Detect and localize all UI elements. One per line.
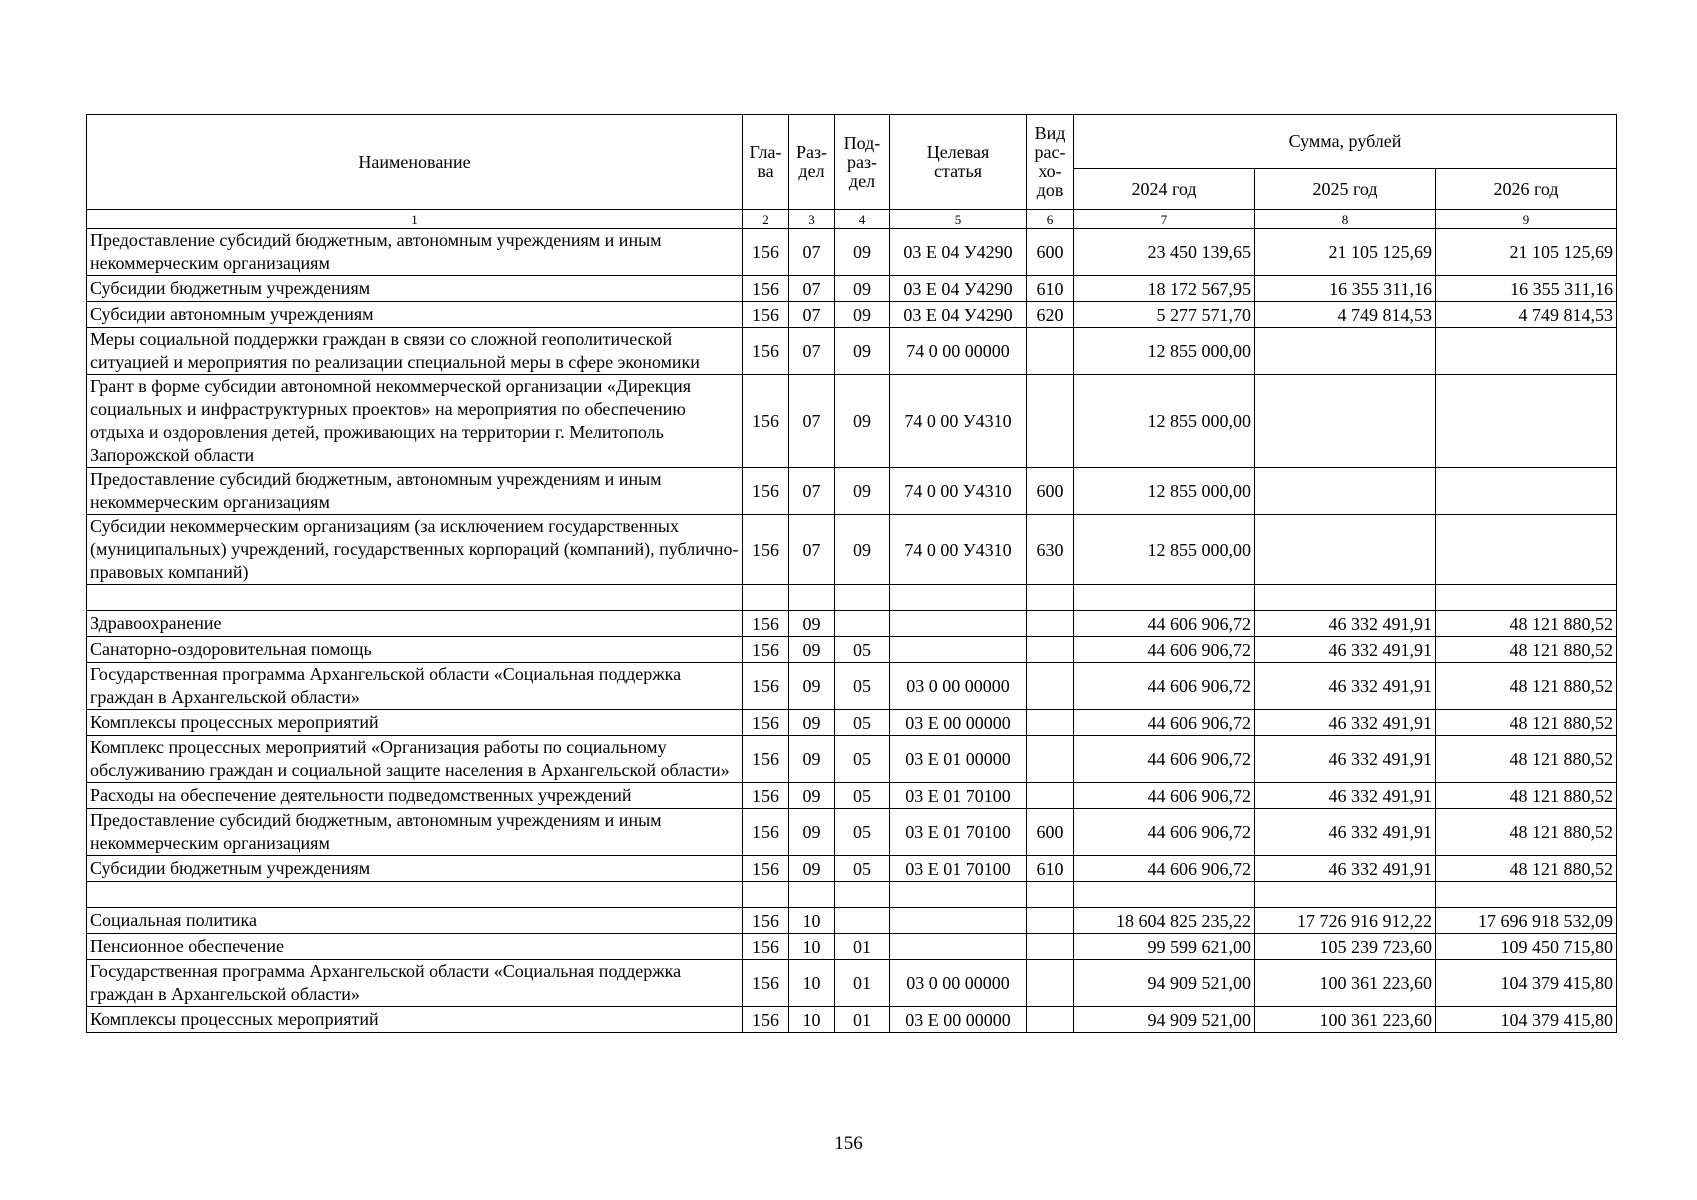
table-row [87,736,1617,783]
cell-sum-2026: 48 121 880,52 [1436,637,1617,663]
header-2025: 2025 год [1255,169,1436,210]
cell-name: Субсидии бюджетным учреждениям [87,276,743,302]
cell-celevaya: 03 0 00 00000 [890,960,1027,1007]
cell-sum-2025: 46 332 491,91 [1255,783,1436,809]
cell-razdel [789,882,835,908]
cell-razdel: 07 [789,328,835,375]
cell-sum-2026: 48 121 880,52 [1436,736,1617,783]
table-row [87,1007,1617,1033]
cell-sum-2024: 44 606 906,72 [1074,809,1255,856]
table-row [87,611,1617,637]
cell-glava: 156 [743,302,789,328]
cell-sum-2024: 12 855 000,00 [1074,375,1255,468]
cell-glava: 156 [743,856,789,882]
cell-razdel [789,585,835,611]
table-row [87,302,1617,328]
column-number: 4 [835,210,890,229]
cell-podrazdel: 09 [835,328,890,375]
cell-sum-2026: 48 121 880,52 [1436,783,1617,809]
cell-podrazdel: 09 [835,515,890,585]
cell-podrazdel: 01 [835,960,890,1007]
cell-celevaya: 03 Е 01 70100 [890,783,1027,809]
cell-name: Государственная программа Архангельской области «Социальная поддержка граждан в Архангельской области» [87,960,743,1007]
cell-sum-2025: 21 105 125,69 [1255,229,1436,276]
cell-celevaya: 74 0 00 У4310 [890,468,1027,515]
cell-podrazdel: 09 [835,229,890,276]
cell-vid [1027,908,1074,934]
cell-sum-2026: 48 121 880,52 [1436,809,1617,856]
cell-celevaya: 03 Е 01 70100 [890,809,1027,856]
cell-sum-2024 [1074,585,1255,611]
cell-sum-2026: 4 749 814,53 [1436,302,1617,328]
cell-vid: 630 [1027,515,1074,585]
cell-glava: 156 [743,276,789,302]
cell-razdel: 07 [789,276,835,302]
table-row [87,960,1617,1007]
cell-sum-2024: 44 606 906,72 [1074,611,1255,637]
cell-sum-2024: 44 606 906,72 [1074,783,1255,809]
cell-razdel: 07 [789,515,835,585]
cell-celevaya [890,908,1027,934]
cell-podrazdel [835,908,890,934]
cell-celevaya [890,934,1027,960]
cell-name: Пенсионное обеспечение [87,934,743,960]
cell-sum-2024: 12 855 000,00 [1074,515,1255,585]
cell-podrazdel: 05 [835,710,890,736]
cell-name: Грант в форме субсидии автономной некоммерческой организации «Дирекция социальных и инфраструктурных проектов» на мероприятия по обеспечению отдыха и оздоровления детей, проживающих на территории г. Мелитополь Запорожской области [87,375,743,468]
cell-vid: 620 [1027,302,1074,328]
cell-sum-2025: 4 749 814,53 [1255,302,1436,328]
cell-sum-2024: 44 606 906,72 [1074,663,1255,710]
cell-razdel: 10 [789,908,835,934]
cell-podrazdel: 09 [835,302,890,328]
table-row [87,585,1617,611]
cell-celevaya: 03 Е 00 00000 [890,1007,1027,1033]
column-number: 3 [789,210,835,229]
cell-vid [1027,585,1074,611]
cell-sum-2024: 94 909 521,00 [1074,1007,1255,1033]
cell-name [87,882,743,908]
cell-name: Социальная политика [87,908,743,934]
header-row-1 [87,115,1617,169]
cell-vid [1027,736,1074,783]
table-row [87,328,1617,375]
cell-sum-2026 [1436,375,1617,468]
cell-sum-2025: 46 332 491,91 [1255,736,1436,783]
cell-vid [1027,637,1074,663]
cell-celevaya: 03 0 00 00000 [890,663,1027,710]
cell-sum-2025: 46 332 491,91 [1255,611,1436,637]
cell-sum-2026: 16 355 311,16 [1436,276,1617,302]
cell-glava: 156 [743,783,789,809]
cell-sum-2026 [1436,328,1617,375]
cell-podrazdel: 09 [835,375,890,468]
cell-glava: 156 [743,515,789,585]
cell-vid [1027,783,1074,809]
cell-razdel: 09 [789,611,835,637]
cell-sum-2024: 18 604 825 235,22 [1074,908,1255,934]
cell-sum-2026 [1436,882,1617,908]
cell-glava [743,882,789,908]
cell-vid [1027,611,1074,637]
cell-celevaya: 03 Е 04 У4290 [890,229,1027,276]
cell-celevaya: 74 0 00 У4310 [890,375,1027,468]
header-celevaya: Целевая статья [890,115,1027,210]
cell-vid [1027,710,1074,736]
cell-razdel: 09 [789,663,835,710]
cell-glava: 156 [743,1007,789,1033]
cell-celevaya [890,882,1027,908]
cell-razdel: 07 [789,375,835,468]
cell-podrazdel: 05 [835,663,890,710]
cell-podrazdel [835,882,890,908]
cell-podrazdel: 05 [835,809,890,856]
header-razdel: Раз- дел [789,115,835,210]
column-number: 5 [890,210,1027,229]
cell-sum-2026: 21 105 125,69 [1436,229,1617,276]
cell-celevaya: 03 Е 04 У4290 [890,302,1027,328]
cell-glava: 156 [743,710,789,736]
cell-razdel: 09 [789,809,835,856]
cell-glava: 156 [743,375,789,468]
cell-podrazdel: 01 [835,934,890,960]
column-number-row [87,210,1617,229]
cell-sum-2025: 100 361 223,60 [1255,960,1436,1007]
column-number: 2 [743,210,789,229]
cell-name: Предоставление субсидий бюджетным, автономным учреждениям и иным некоммерческим организациям [87,809,743,856]
cell-razdel: 07 [789,468,835,515]
cell-sum-2026: 109 450 715,80 [1436,934,1617,960]
cell-sum-2024: 44 606 906,72 [1074,856,1255,882]
cell-glava: 156 [743,328,789,375]
budget-table-container [86,114,1616,1033]
header-podrazdel: Под- раз- дел [835,115,890,210]
cell-vid [1027,1007,1074,1033]
cell-vid: 610 [1027,856,1074,882]
cell-sum-2025 [1255,375,1436,468]
cell-razdel: 09 [789,783,835,809]
header-vid: Вид рас- хо- дов [1027,115,1074,210]
header-glava: Гла- ва [743,115,789,210]
column-number: 1 [87,210,743,229]
cell-sum-2026: 17 696 918 532,09 [1436,908,1617,934]
table-row [87,710,1617,736]
budget-table [86,114,1617,1033]
cell-razdel: 10 [789,1007,835,1033]
cell-sum-2025 [1255,882,1436,908]
cell-sum-2024: 12 855 000,00 [1074,468,1255,515]
cell-glava: 156 [743,637,789,663]
cell-sum-2024: 5 277 571,70 [1074,302,1255,328]
header-name: Наименование [87,115,743,210]
cell-sum-2026: 48 121 880,52 [1436,611,1617,637]
cell-sum-2025 [1255,328,1436,375]
column-number: 6 [1027,210,1074,229]
cell-name: Комплекс процессных мероприятий «Организация работы по социальному обслуживанию граждан и социальной защите населения в Архангельской области» [87,736,743,783]
cell-celevaya [890,585,1027,611]
cell-sum-2026 [1436,585,1617,611]
table-row [87,375,1617,468]
cell-podrazdel: 05 [835,856,890,882]
cell-celevaya [890,637,1027,663]
table-row [87,882,1617,908]
cell-name: Предоставление субсидий бюджетным, автономным учреждениям и иным некоммерческим организациям [87,229,743,276]
cell-sum-2025: 17 726 916 912,22 [1255,908,1436,934]
table-row [87,809,1617,856]
cell-celevaya [890,611,1027,637]
cell-sum-2025: 46 332 491,91 [1255,809,1436,856]
cell-sum-2026 [1436,468,1617,515]
cell-podrazdel: 05 [835,637,890,663]
cell-podrazdel: 05 [835,783,890,809]
cell-vid [1027,934,1074,960]
table-row [87,663,1617,710]
cell-celevaya: 03 Е 01 00000 [890,736,1027,783]
column-number: 8 [1255,210,1436,229]
cell-name: Расходы на обеспечение деятельности подведомственных учреждений [87,783,743,809]
cell-sum-2025: 100 361 223,60 [1255,1007,1436,1033]
cell-sum-2024: 12 855 000,00 [1074,328,1255,375]
header-2024: 2024 год [1074,169,1255,210]
cell-sum-2025: 105 239 723,60 [1255,934,1436,960]
cell-razdel: 09 [789,736,835,783]
cell-glava: 156 [743,960,789,1007]
cell-glava: 156 [743,809,789,856]
cell-podrazdel [835,611,890,637]
cell-podrazdel: 09 [835,276,890,302]
cell-podrazdel: 09 [835,468,890,515]
cell-celevaya: 74 0 00 00000 [890,328,1027,375]
cell-glava: 156 [743,908,789,934]
cell-vid [1027,328,1074,375]
cell-name: Субсидии автономным учреждениям [87,302,743,328]
cell-vid [1027,663,1074,710]
table-row [87,276,1617,302]
cell-sum-2025 [1255,585,1436,611]
cell-sum-2025 [1255,515,1436,585]
cell-sum-2026: 48 121 880,52 [1436,663,1617,710]
cell-sum-2025: 46 332 491,91 [1255,663,1436,710]
cell-vid [1027,882,1074,908]
cell-razdel: 09 [789,637,835,663]
column-number: 9 [1436,210,1617,229]
cell-sum-2025: 16 355 311,16 [1255,276,1436,302]
cell-celevaya: 74 0 00 У4310 [890,515,1027,585]
cell-sum-2024: 44 606 906,72 [1074,710,1255,736]
cell-sum-2026: 104 379 415,80 [1436,1007,1617,1033]
cell-sum-2026: 48 121 880,52 [1436,710,1617,736]
cell-sum-2025: 46 332 491,91 [1255,856,1436,882]
cell-name: Государственная программа Архангельской области «Социальная поддержка граждан в Архангельской области» [87,663,743,710]
cell-sum-2024: 18 172 567,95 [1074,276,1255,302]
cell-name: Субсидии бюджетным учреждениям [87,856,743,882]
cell-sum-2026 [1436,515,1617,585]
cell-glava: 156 [743,934,789,960]
cell-glava: 156 [743,468,789,515]
cell-glava [743,585,789,611]
cell-celevaya: 03 Е 04 У4290 [890,276,1027,302]
cell-razdel: 10 [789,934,835,960]
cell-sum-2024: 44 606 906,72 [1074,736,1255,783]
cell-name: Санаторно-оздоровительная помощь [87,637,743,663]
cell-name: Комплексы процессных мероприятий [87,1007,743,1033]
cell-celevaya: 03 Е 01 70100 [890,856,1027,882]
table-row [87,908,1617,934]
cell-podrazdel [835,585,890,611]
cell-razdel: 09 [789,710,835,736]
column-number: 7 [1074,210,1255,229]
table-row [87,468,1617,515]
cell-razdel: 07 [789,229,835,276]
cell-vid: 600 [1027,809,1074,856]
header-2026: 2026 год [1436,169,1617,210]
cell-name: Здравоохранение [87,611,743,637]
cell-sum-2024: 23 450 139,65 [1074,229,1255,276]
cell-name: Комплексы процессных мероприятий [87,710,743,736]
cell-name: Предоставление субсидий бюджетным, автономным учреждениям и иным некоммерческим организациям [87,468,743,515]
cell-vid: 600 [1027,468,1074,515]
table-body [87,210,1617,1033]
cell-name: Меры социальной поддержки граждан в связи со сложной геополитической ситуацией и мероприятия по реализации специальной меры в сфере экономики [87,328,743,375]
cell-glava: 156 [743,663,789,710]
cell-name [87,585,743,611]
table-row [87,515,1617,585]
cell-vid [1027,375,1074,468]
cell-sum-2025 [1255,468,1436,515]
cell-sum-2025: 46 332 491,91 [1255,710,1436,736]
cell-glava: 156 [743,736,789,783]
cell-sum-2024 [1074,882,1255,908]
header-summa: Сумма, рублей [1074,115,1617,169]
cell-glava: 156 [743,611,789,637]
cell-podrazdel: 01 [835,1007,890,1033]
cell-celevaya: 03 Е 00 00000 [890,710,1027,736]
table-row [87,229,1617,276]
cell-glava: 156 [743,229,789,276]
page-number: 156 [834,1133,863,1154]
cell-podrazdel: 05 [835,736,890,783]
cell-sum-2026: 104 379 415,80 [1436,960,1617,1007]
cell-vid: 600 [1027,229,1074,276]
table-row [87,856,1617,882]
cell-sum-2025: 46 332 491,91 [1255,637,1436,663]
cell-vid: 610 [1027,276,1074,302]
cell-sum-2026: 48 121 880,52 [1436,856,1617,882]
table-row [87,783,1617,809]
cell-razdel: 09 [789,856,835,882]
cell-sum-2024: 99 599 621,00 [1074,934,1255,960]
cell-vid [1027,960,1074,1007]
cell-razdel: 10 [789,960,835,1007]
table-row [87,637,1617,663]
cell-name: Субсидии некоммерческим организациям (за исключением государственных (муниципальных) учреждений, государственных корпораций (компаний), публично-правовых компаний) [87,515,743,585]
cell-razdel: 07 [789,302,835,328]
cell-sum-2024: 94 909 521,00 [1074,960,1255,1007]
table-row [87,934,1617,960]
cell-sum-2024: 44 606 906,72 [1074,637,1255,663]
